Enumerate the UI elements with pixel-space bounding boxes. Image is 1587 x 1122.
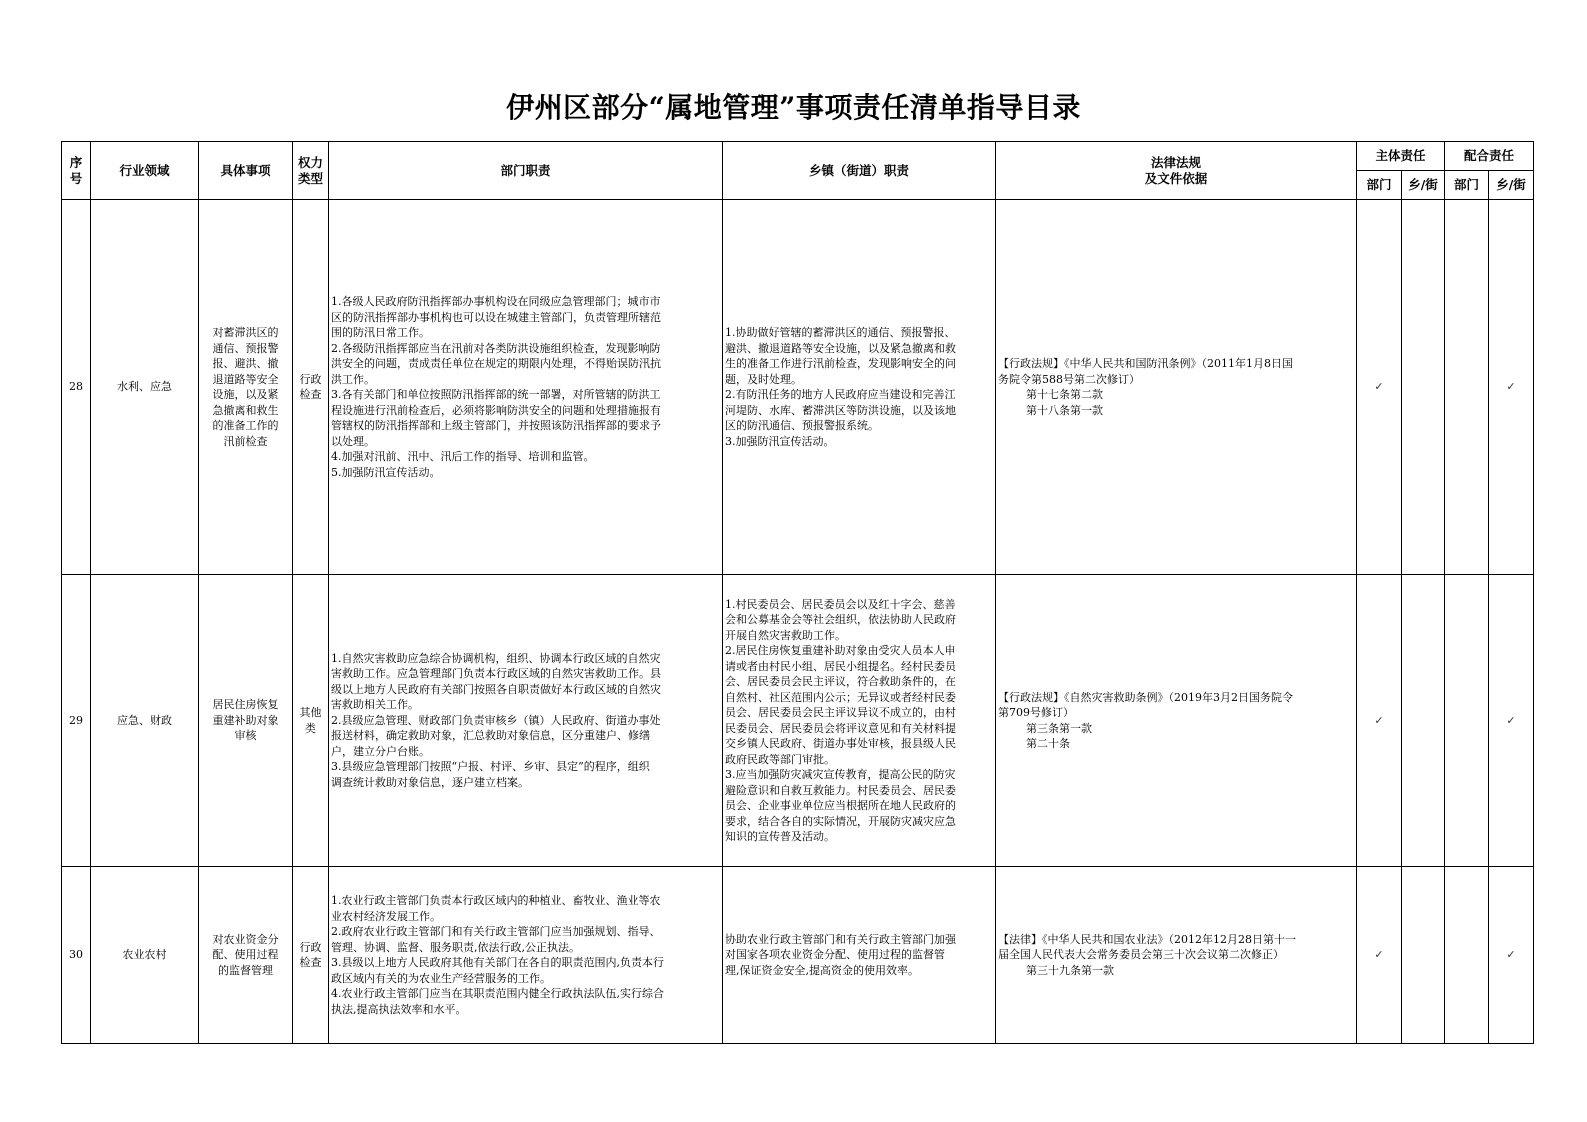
header-law: 法律法规 及文件依据 bbox=[996, 142, 1357, 200]
header-main-dept: 部门 bbox=[1357, 171, 1402, 200]
row-matter: 居民住房恢复 重建补助对象 审核 bbox=[199, 575, 293, 867]
row-law: 【法律】《中华人民共和国农业法》（2012年12月28日第十一 届全国人民代表大会常务委员会第三十次会议第二次修正） 第三十九条第一款 bbox=[996, 867, 1357, 1044]
row-coop-dept-check bbox=[1445, 867, 1489, 1044]
row-seq: 30 bbox=[62, 867, 91, 1044]
row-dept-duty: 1.农业行政主管部门负责本行政区域内的种植业、畜牧业、渔业等农 业农村经济发展工作。 2.政府农业行政主管部门和有关行政主管部门应当加强规划、指导、 管理、协调、监督、服务职责,依法行政,公正执法。 3.县级以上地方人民政府其他有关部门在各自的职责范围内,负责本行 政区域内有关的为农业生产经营服务的工作。 4.农业行政主管部门应当在其职责范围内健全行政执法队伍,实行综合 执法,提高执法效率和水平。 bbox=[329, 867, 723, 1044]
row-matter: 对蓄滞洪区的 通信、预报警 报、避洪、撤 退道路等安全 设施，以及紧 急撤离和救生 的准备工作的 汛前检查 bbox=[199, 200, 293, 575]
row-industry: 水利、应急 bbox=[91, 200, 199, 575]
header-main-town: 乡/街 bbox=[1402, 171, 1445, 200]
row-power-type: 行政 检查 bbox=[293, 867, 329, 1044]
row-town-duty: 1.村民委员会、居民委员会以及红十字会、慈善 会和公募基金会等社会组织，依法协助人民政府 开展自然灾害救助工作。 2.居民住房恢复重建补助对象由受灾人员本人申 请或者由村民小组、居民小组提名。经村民委员 会、居民委员会民主评议，符合救助条件的，在 自然村、社区范围内公示；无异议或者经村民委 员会、居民委员会民主评议异议不成立的，由村 民委员会、居民委员会将评议意见和有关材料提 交乡镇人民政府、街道办事处审核，报县级人民 政府民政等部门审批。 3.应当加强防灾减灾宣传教育，提高公民的防灾 避险意识和自救互救能力。村民委员会、居民委 员会、企业事业单位应当根据所在地人民政府的 要求，结合各自的实际情况，开展防灾减灾应急 知识的宣传普及活动。 bbox=[723, 575, 996, 867]
row-industry: 农业农村 bbox=[91, 867, 199, 1044]
row-power-type: 其他 类 bbox=[293, 575, 329, 867]
row-seq: 29 bbox=[62, 575, 91, 867]
row-law: 【行政法规】《中华人民共和国防汛条例》（2011年1月8日国 务院令第588号第二次修订） 第十七条第二款 第十八条第一款 bbox=[996, 200, 1357, 575]
header-industry: 行业领域 bbox=[91, 142, 199, 200]
header-main-responsibility: 主体责任 bbox=[1357, 142, 1445, 171]
row-seq: 28 bbox=[62, 200, 91, 575]
row-coop-dept-check bbox=[1445, 575, 1489, 867]
row-main-town-check bbox=[1402, 200, 1445, 575]
row-matter: 对农业资金分 配、使用过程 的监督管理 bbox=[199, 867, 293, 1044]
table-row bbox=[62, 867, 1534, 1044]
page-title: 伊州区部分“属地管理”事项责任清单指导目录 bbox=[506, 91, 1081, 124]
header-row-top bbox=[62, 142, 1534, 171]
header-coop-responsibility: 配合责任 bbox=[1445, 142, 1534, 171]
row-dept-duty: 1.自然灾害救助应急综合协调机构，组织、协调本行政区域的自然灾 害救助工作。应急管理部门负责本行政区域的自然灾害救助工作。县 级以上地方人民政府有关部门按照各自职责做好本行政区域的自然灾 害救助相关工作。 2.县级应急管理、财政部门负责审核乡（镇）人民政府、街道办事处 报送材料，确定救助对象，汇总救助对象信息，区分重建户、修缮 户，建立分户台账。 3.县级应急管理部门按照“户报、村评、乡审、县定”的程序，组织 调查统计救助对象信息，逐户建立档案。 bbox=[329, 575, 723, 867]
row-main-dept-check: ✓ bbox=[1357, 575, 1402, 867]
row-main-town-check bbox=[1402, 867, 1445, 1044]
header-coop-dept: 部门 bbox=[1445, 171, 1489, 200]
row-coop-town-check: ✓ bbox=[1489, 575, 1534, 867]
row-main-dept-check: ✓ bbox=[1357, 200, 1402, 575]
header-seq: 序 号 bbox=[62, 142, 91, 200]
row-coop-town-check: ✓ bbox=[1489, 867, 1534, 1044]
header-dept-duty: 部门职责 bbox=[329, 142, 723, 200]
row-coop-dept-check bbox=[1445, 200, 1489, 575]
header-power-type: 权力 类型 bbox=[293, 142, 329, 200]
table-row bbox=[62, 575, 1534, 867]
table-row bbox=[62, 200, 1534, 575]
header-coop-town: 乡/街 bbox=[1489, 171, 1534, 200]
responsibility-table bbox=[61, 141, 1534, 1044]
row-town-duty: 1.协助做好管辖的蓄滞洪区的通信、预报警报、 避洪、撤退道路等安全设施，以及紧急撤离和救 生的准备工作进行汛前检查，发现影响安全的问 题，及时处理。 2.有防汛任务的地方人民政府应当建设和完善江 河堤防、水库、蓄滞洪区等防洪设施，以及该地 区的防汛通信、预报警报系统。 3.加强防汛宣传活动。 bbox=[723, 200, 996, 575]
header-town-duty: 乡镇（街道）职责 bbox=[723, 142, 996, 200]
row-law: 【行政法规】《自然灾害救助条例》（2019年3月2日国务院令 第709号修订） 第三条第一款 第二十条 bbox=[996, 575, 1357, 867]
row-town-duty: 协助农业行政主管部门和有关行政主管部门加强 对国家各项农业资金分配、使用过程的监督管 理,保证资金安全,提高资金的使用效率。 bbox=[723, 867, 996, 1044]
header-matter: 具体事项 bbox=[199, 142, 293, 200]
row-main-dept-check: ✓ bbox=[1357, 867, 1402, 1044]
row-coop-town-check: ✓ bbox=[1489, 200, 1534, 575]
row-dept-duty: 1.各级人民政府防汛指挥部办事机构设在同级应急管理部门；城市市 区的防汛指挥部办事机构也可以设在城建主管部门，负责管理所辖范 围的防汛日常工作。 2.各级防汛指挥部应当在汛前对各类防洪设施组织检查，发现影响防 洪安全的问题，责成责任单位在规定的期限内处理，不得贻误防汛抗 洪工作。 3.各有关部门和单位按照防汛指挥部的统一部署，对所管辖的防洪工 程设施进行汛前检查后，必须将影响防洪安全的问题和处理措施报有 管辖权的防汛指挥部和上级主管部门，并按照该防汛指挥部的要求予 以处理。 4.加强对汛前、汛中、汛后工作的指导、培训和监管。 5.加强防汛宣传活动。 bbox=[329, 200, 723, 575]
row-main-town-check bbox=[1402, 575, 1445, 867]
row-industry: 应急、财政 bbox=[91, 575, 199, 867]
row-power-type: 行政 检查 bbox=[293, 200, 329, 575]
